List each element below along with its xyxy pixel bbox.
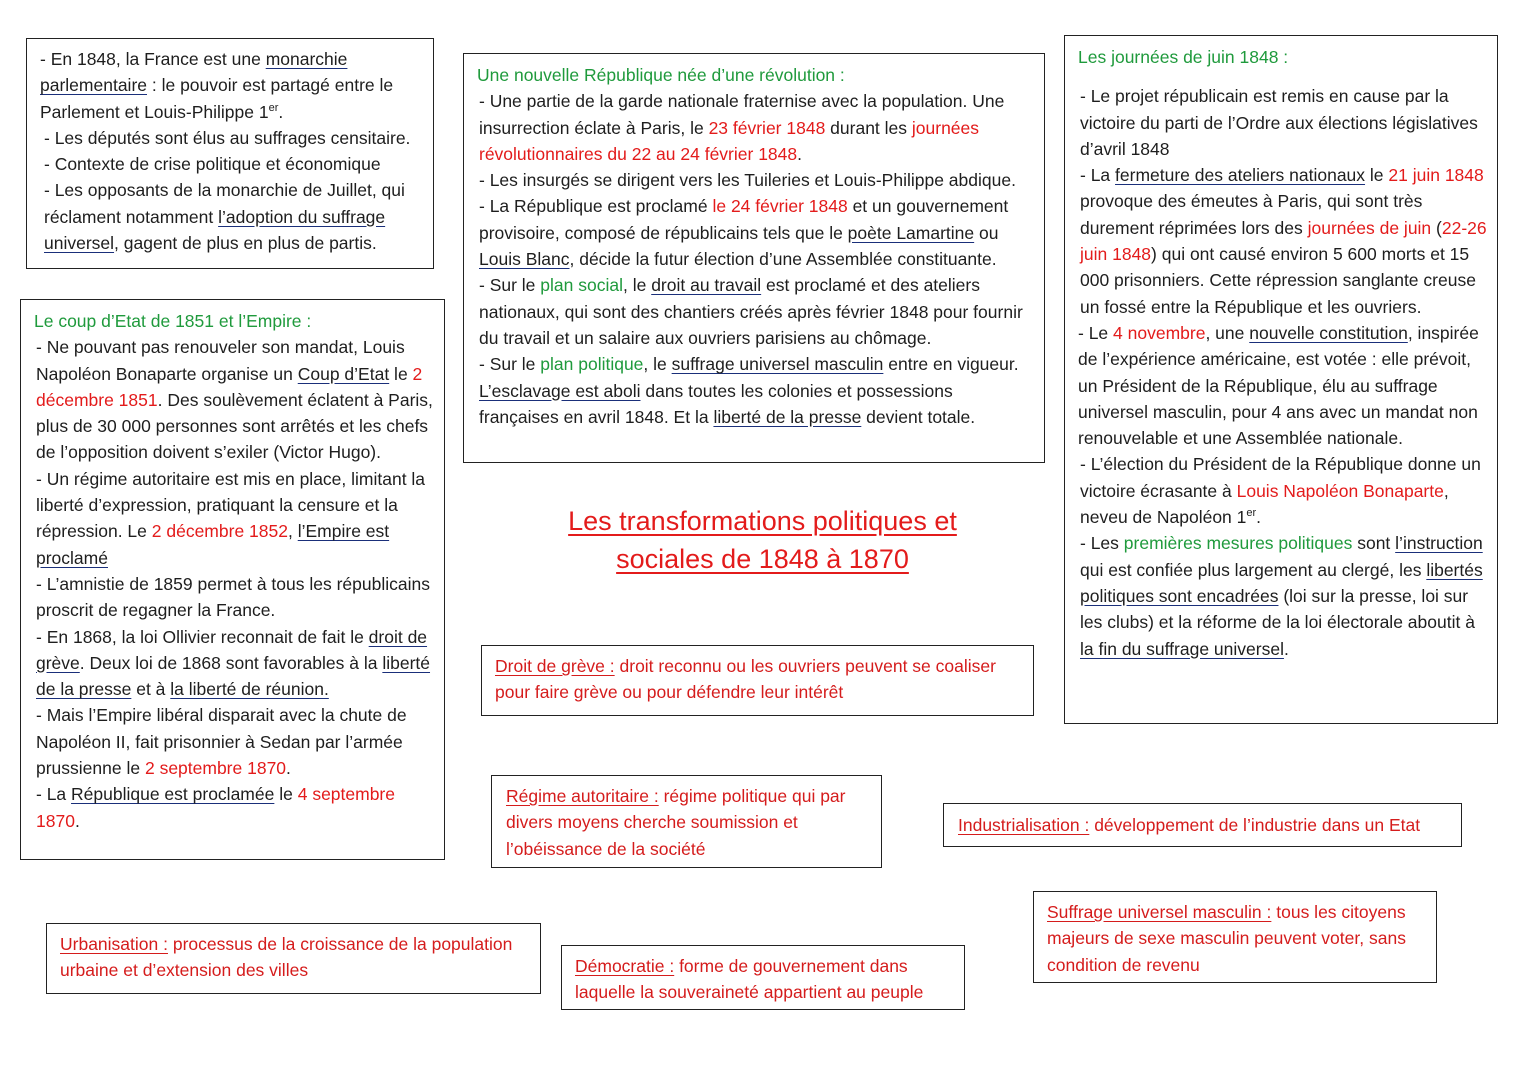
definition-regime-autoritaire — [491, 775, 882, 868]
paragraph: - Les premières mesures politiques sont l’instruction qui est confiée plus largement au clergé, les libertés politiques sont encadrées (loi sur la presse, loi sur les clubs) et la réforme de la loi électorale aboutit à la fin du suffrage universel. — [1080, 533, 1483, 659]
paragraph: - La fermeture des ateliers nationaux le 21 juin 1848 provoque des émeutes à Paris, qui sont très durement réprimées lors des journées de juin (22-26 juin 1848) qui ont causé environ 5 600 morts et 15 000 prisonniers. Cette répression sanglante creuse un fossé entre la République et les ouvriers. — [1080, 165, 1487, 317]
section-heading: Les journées de juin 1848 : — [1078, 47, 1289, 67]
box-france-1848 — [26, 38, 434, 269]
paragraph: - Le 4 novembre, une nouvelle constitution, inspirée de l’expérience américaine, est votée : elle prévoit, un Président de la République, élu au suffrage universel masculin, pour 4 ans avec un mandat non renouvelable et une Assemblée nationale. — [1078, 322, 1479, 449]
paragraph: - Les insurgés se dirigent vers les Tuileries et Louis-Philippe abdique. — [479, 170, 1016, 191]
page-title: Les transformations politiques et sociales de 1848 à 1870 — [568, 506, 957, 574]
definition-industrialisation — [943, 803, 1462, 847]
definition-text: droit reconnu ou les ouvriers peuvent se coaliser pour faire grève ou pour défendre leur intérêt — [495, 656, 996, 703]
box-journees-juin — [1064, 35, 1498, 724]
paragraph: - Les opposants de la monarchie de Juillet, qui réclament notamment l’adoption du suffrage universel, gagent de plus en plus de partis. — [44, 180, 405, 254]
paragraph: - La République est proclamé le 24 février 1848 et un gouvernement provisoire, composé de républicains tels que le poète Lamartine ou Louis Blanc, décide la futur élection d’une Assemblée constituante. — [479, 196, 1009, 270]
definition-text: développement de l’industrie dans un Etat — [1089, 815, 1421, 835]
definition-term: Industrialisation : — [958, 815, 1090, 835]
paragraph: - Les députés sont élus au suffrages censitaire. — [44, 127, 411, 148]
definition-term: Régime autoritaire : — [506, 786, 659, 806]
paragraph: - Le projet républicain est remis en cause par la victoire du parti de l’Ordre aux élections législatives d’avril 1848 — [1080, 86, 1478, 159]
section-heading: Une nouvelle République née d’une révolution : — [477, 65, 845, 85]
paragraph: - En 1848, la France est une monarchie parlementaire : le pouvoir est partagé entre le Parlement et Louis-Philippe 1er. — [40, 49, 394, 122]
definition-text: régime politique qui par divers moyens cherche soumission et l’obéissance de la société — [506, 786, 846, 859]
paragraph: - L’amnistie de 1859 permet à tous les républicains proscrit de regagner la France. — [36, 573, 430, 621]
paragraph: - Sur le plan social, le droit au travail est proclamé et des ateliers nationaux, qui sont des chantiers créés après février 1848 pour fournir du travail et un salaire aux ouvriers parisiens au chômage. — [479, 275, 1023, 348]
definition-text: processus de la croissance de la population urbaine et d’extension des villes — [60, 934, 513, 981]
definition-text: forme de gouvernement dans laquelle la souveraineté appartient au peuple — [575, 956, 924, 1003]
section-heading: Le coup d’Etat de 1851 et l’Empire : — [34, 311, 312, 331]
paragraph: - Sur le plan politique, le suffrage universel masculin entre en vigueur. L’esclavage est aboli dans toutes les colonies et possessions françaises en avril 1848. Et la liberté de la presse devient totale. — [479, 354, 1019, 427]
paragraph: - Un régime autoritaire est mis en place, limitant la liberté d’expression, pratiquant la censure et la répression. Le 2 décembre 1852, l’Empire est proclamé — [36, 468, 426, 568]
definition-democratie — [561, 945, 965, 1010]
definition-text: tous les citoyens majeurs de sexe masculin peuvent voter, sans condition de revenu — [1047, 902, 1406, 975]
paragraph: - Mais l’Empire libéral disparait avec la chute de Napoléon II, fait prisonnier à Sedan par l’armée prussienne le 2 septembre 1870. — [36, 705, 407, 779]
definition-droit-de-greve — [481, 645, 1034, 716]
definition-term: Suffrage universel masculin : — [1047, 902, 1272, 922]
box-revolution-1848 — [463, 53, 1045, 463]
paragraph: - En 1868, la loi Ollivier reconnait de fait le droit de grève. Deux loi de 1868 sont favorables à la liberté de la presse et à la liberté de réunion. — [36, 626, 431, 700]
definition-term: Droit de grève : — [495, 656, 615, 676]
paragraph: - Une partie de la garde nationale fraternise avec la population. Une insurrection éclate à Paris, le 23 février 1848 durant les journées révolutionnaires du 22 au 24 février 1848. — [479, 91, 1005, 164]
box-coup-etat-empire — [20, 299, 445, 860]
definition-term: Urbanisation : — [60, 934, 168, 954]
paragraph: - L’élection du Président de la République donne un victoire écrasante à Louis Napoléon Bonaparte, neveu de Napoléon 1er. — [1080, 454, 1481, 528]
paragraph: - La République est proclamée le 4 septembre 1870. — [36, 784, 395, 831]
definition-suffrage-universel — [1033, 891, 1437, 983]
definition-term: Démocratie : — [575, 956, 675, 976]
paragraph: - Contexte de crise politique et économique — [44, 154, 381, 175]
paragraph: - Ne pouvant pas renouveler son mandat, Louis Napoléon Bonaparte organise un Coup d’Etat le 2 décembre 1851. Des soulèvement éclatent à Paris, plus de 30 000 personnes sont arrêtés et les chefs de l’opposition doivent s’exiler (Victor Hugo). — [36, 337, 433, 463]
definition-urbanisation — [46, 923, 541, 994]
